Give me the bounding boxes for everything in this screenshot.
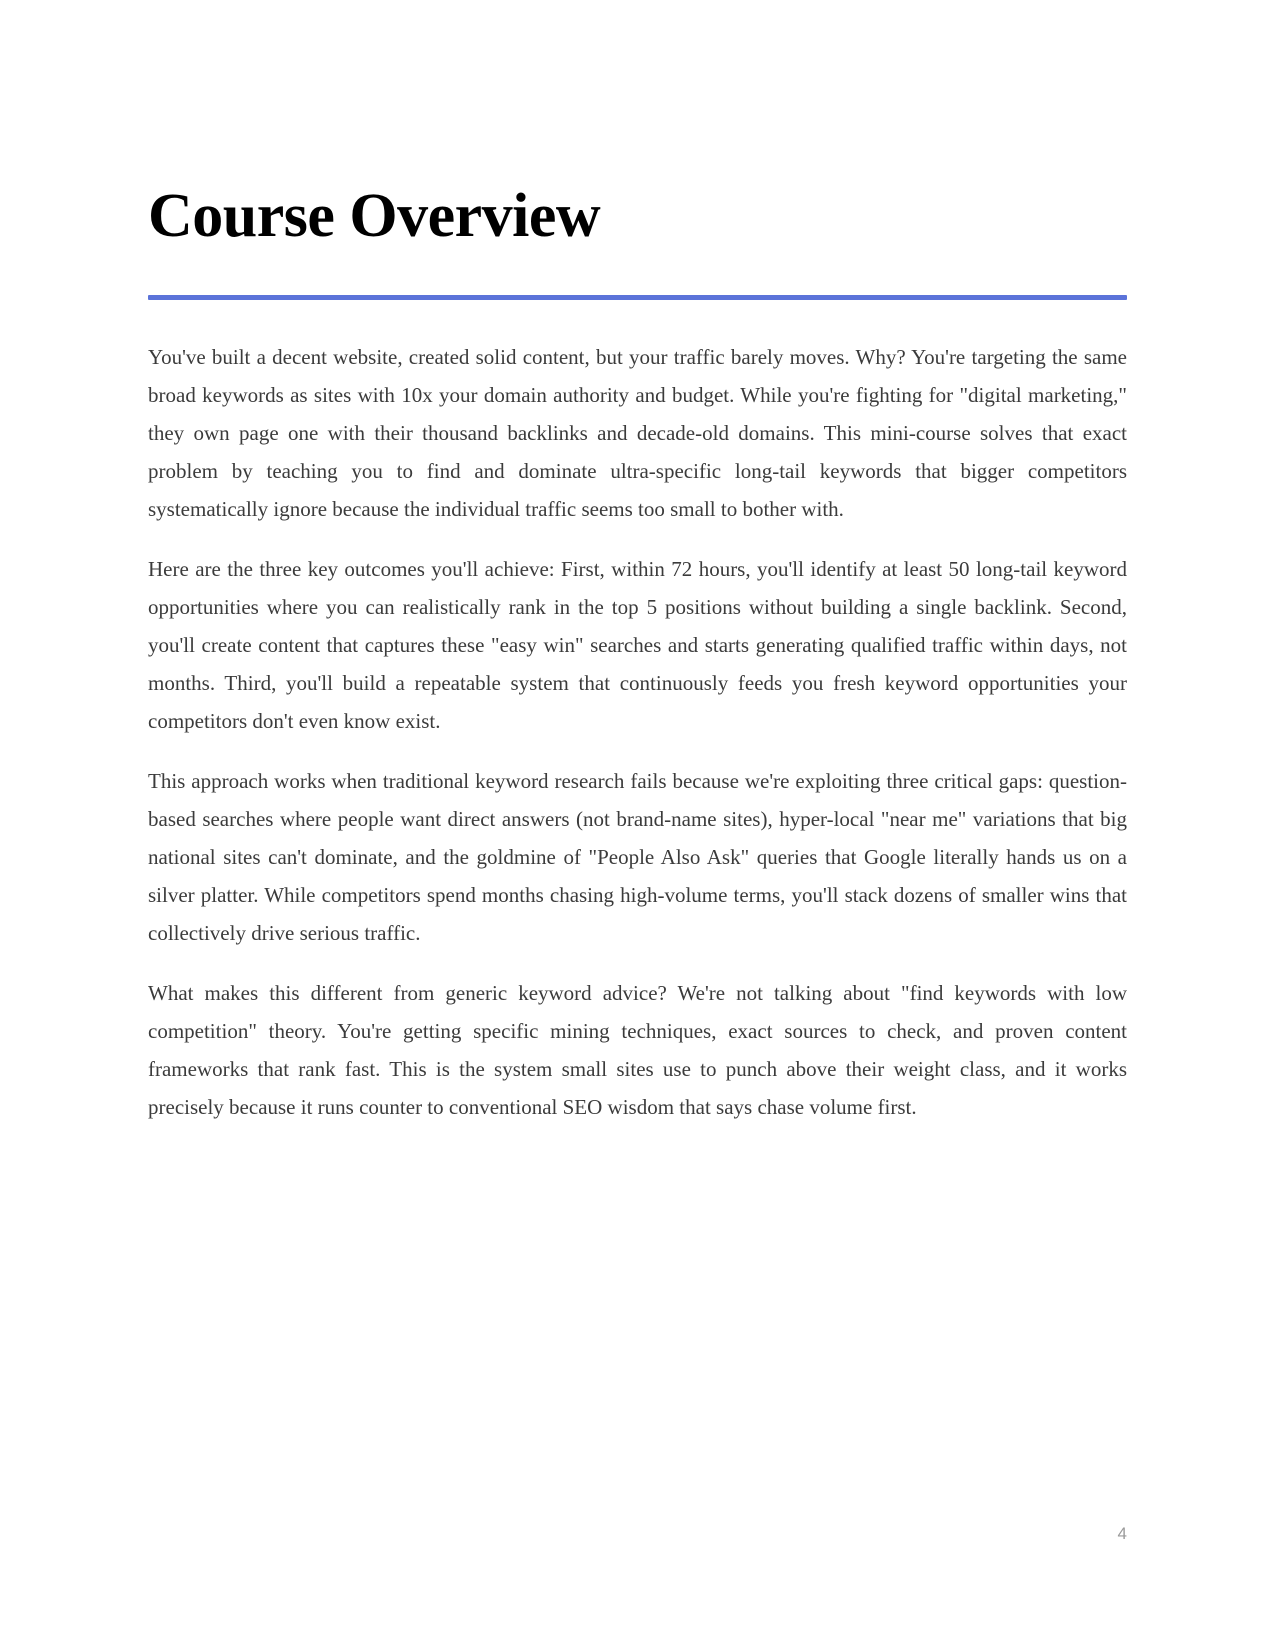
page-number: 4: [1117, 1524, 1127, 1543]
page-content: [148, 0, 1127, 1148]
page-title: Course Overview: [148, 182, 601, 250]
paragraph-intro: You've built a decent website, created solid content, but your traffic barely moves. Why? You're targeting the same broad keywords as sites with 10x your domain authority and budget. While you're fighting for "digital marketing," they own page one with their thousand backlinks and decade-old domains. This mini-course solves that exact problem by teaching you to find and dominate ultra-specific long-tail keywords that bigger competitors systematically ignore because the individual traffic seems too small to bother with.: [148, 345, 1127, 522]
body-text: [148, 338, 1127, 1126]
paragraph-approach: This approach works when traditional keyword research fails because we're exploiting three critical gaps: question-based searches where people want direct answers (not brand-name sites), hyper-local "near me" variations that big national sites can't dominate, and the goldmine of "People Also Ask" queries that Google literally hands us on a silver platter. While competitors spend months chasing high-volume terms, you'll stack dozens of smaller wins that collectively drive serious traffic.: [148, 769, 1127, 946]
title-divider: [148, 295, 1127, 300]
paragraph-differentiator: What makes this different from generic keyword advice? We're not talking about "find keywords with low competition" theory. You're getting specific mining techniques, exact sources to check, and proven content frameworks that rank fast. This is the system small sites use to punch above their weight class, and it works precisely because it runs counter to conventional SEO wisdom that says chase volume first.: [148, 981, 1127, 1120]
paragraph-outcomes: Here are the three key outcomes you'll achieve: First, within 72 hours, you'll identify at least 50 long-tail keyword opportunities where you can realistically rank in the top 5 positions without building a single backlink. Second, you'll create content that captures these "easy win" searches and starts generating qualified traffic within days, not months. Third, you'll build a repeatable system that continuously feeds you fresh keyword opportunities your competitors don't even know exist.: [148, 557, 1127, 734]
